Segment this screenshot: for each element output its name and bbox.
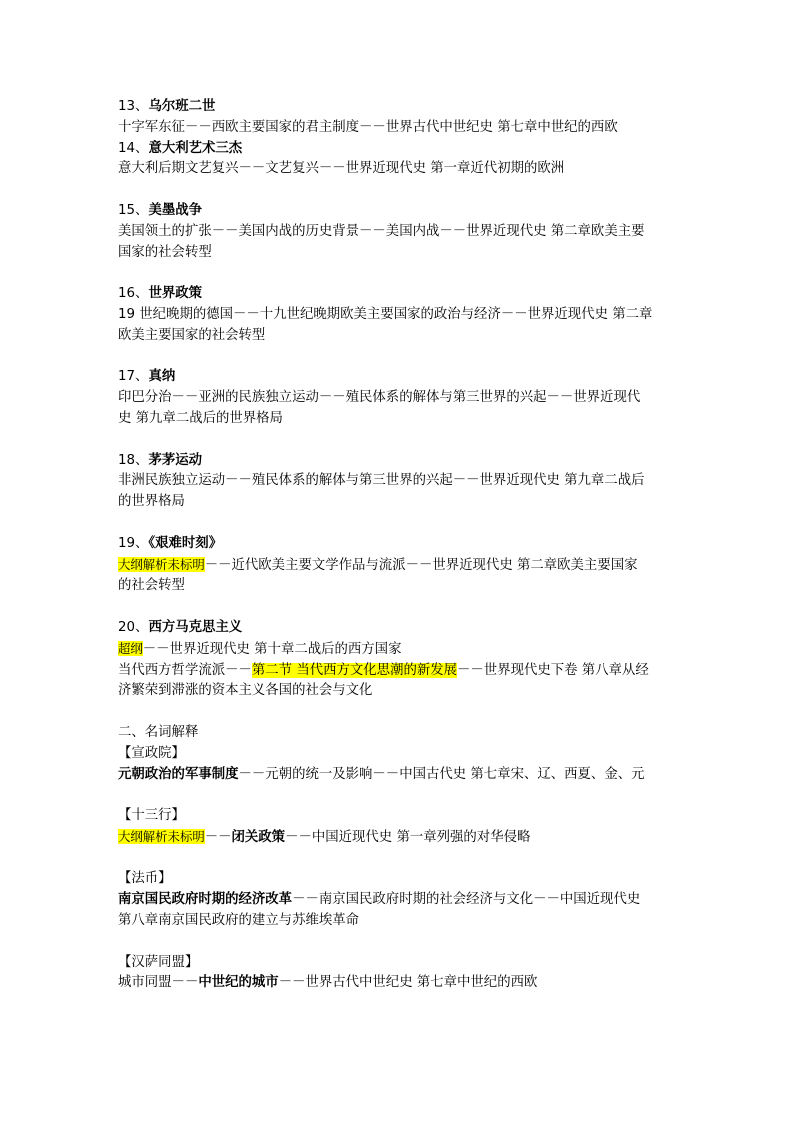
item-number: 16、	[118, 286, 149, 302]
item-number: 17、	[118, 369, 149, 385]
item-text: －－近代欧美主要文学作品与流派－－世界近现代史 第二章欧美主要国家	[204, 557, 638, 573]
item-18-text-2: 的世界格局	[118, 494, 185, 510]
section-title: 二、名词解释	[118, 724, 199, 740]
item-16-text-2: 欧美主要国家的社会转型	[118, 327, 266, 343]
item-20-text-1	[118, 639, 688, 661]
item-17-text-2: 史 第九章二战后的世界格局	[118, 410, 283, 426]
item-17-title	[118, 367, 688, 388]
item-text: 当代西方哲学流派－－	[118, 662, 252, 678]
term-bold: 中世纪的城市	[198, 975, 279, 991]
highlight-text: 第二节 当代西方文化思潮的新发展	[251, 662, 458, 678]
term-heading: 【十三行】	[118, 808, 185, 824]
item-18-text-1: 非洲民族独立运动－－殖民体系的解体与第三世界的兴起－－世界近现代史 第九章二战后	[118, 473, 645, 489]
item-number: 18、	[118, 452, 149, 468]
item-15-title	[118, 201, 688, 222]
highlight-tag: 大纲解析未标明	[118, 828, 205, 844]
highlight-tag: 大纲解析未标明	[118, 556, 205, 572]
highlight-tag: 超纲	[118, 640, 143, 656]
item-title: 乌尔班二世	[148, 99, 216, 114]
item-19-text-1	[118, 555, 688, 577]
item-title: 《艰难时刻》	[148, 535, 223, 551]
item-17-text-1: 印巴分治－－亚洲的民族独立运动－－殖民体系的解体与第三世界的兴起－－世界近现代	[118, 390, 641, 406]
item-title: 西方马克思主义	[148, 619, 243, 635]
term-pre: 城市同盟－－	[118, 975, 199, 991]
term-text	[118, 890, 688, 911]
term-rest: －－南京国民政府时期的社会经济与文化－－中国近现代史	[292, 892, 641, 908]
term-heading: 【宣政院】	[118, 745, 185, 761]
item-16-text-1: 19 世纪晚期的德国－－十九世纪晚期欧美主要国家的政治与经济－－世界近现代史 第二章	[118, 306, 653, 322]
term-rest: －－世界古代中世纪史 第七章中世纪的西欧	[278, 975, 538, 991]
item-20-text-3: 济繁荣到滞涨的资本主义各国的社会与文化	[118, 683, 373, 699]
item-number: 15、	[118, 202, 149, 218]
item-16-title	[118, 284, 688, 305]
item-title: 真纳	[148, 369, 176, 385]
term-heading: 【汉萨同盟】	[118, 954, 199, 970]
term-text	[118, 765, 688, 786]
item-14-title	[118, 139, 688, 160]
term-heading: 【法币】	[118, 871, 172, 887]
item-20-title	[118, 618, 688, 639]
item-number: 14、	[118, 140, 149, 156]
item-number: 19、	[118, 535, 149, 551]
term-bold: 南京国民政府时期的经济改革	[118, 892, 293, 908]
item-14-text: 意大利后期文艺复兴－－文艺复兴－－世界近现代史 第一章近代初期的欧洲	[118, 161, 565, 177]
item-title: 茅茅运动	[148, 452, 202, 468]
item-title: 美墨战争	[148, 202, 202, 218]
term-bold: 闭关政策	[231, 829, 286, 845]
term-bold: 元朝政治的军事制度	[118, 766, 239, 782]
item-19-title	[118, 534, 688, 555]
term-text	[118, 827, 688, 849]
item-18-title	[118, 451, 688, 472]
item-number: 13、	[118, 99, 149, 114]
item-15-text-2: 国家的社会转型	[118, 244, 212, 260]
item-text: －－世界现代史下卷 第八章从经	[457, 662, 649, 678]
item-title: 世界政策	[148, 286, 202, 302]
item-13-text: 十字军东征－－西欧主要国家的君主制度－－世界古代中世纪史 第七章中世纪的西欧	[118, 119, 618, 135]
term-rest: －－中国近现代史 第一章列强的对华侵略	[285, 829, 531, 845]
term-text-2: 第八章南京国民政府的建立与苏维埃革命	[118, 913, 360, 929]
item-text: －－世界近现代史 第十章二战后的西方国家	[142, 641, 402, 657]
item-number: 20、	[118, 619, 149, 635]
item-19-text-2: 的社会转型	[118, 578, 185, 594]
term-sep: －－	[204, 829, 232, 845]
item-title: 意大利艺术三杰	[148, 140, 243, 156]
term-rest: －－元朝的统一及影响－－中国古代史 第七章宋、辽、西夏、金、元	[238, 766, 645, 782]
term-text	[118, 973, 688, 994]
document-page	[118, 97, 688, 994]
item-13-title	[118, 97, 688, 118]
item-20-text-2	[118, 661, 688, 682]
item-15-text-1: 美国领土的扩张－－美国内战的历史背景－－美国内战－－世界近现代史 第二章欧美主要	[118, 223, 645, 239]
